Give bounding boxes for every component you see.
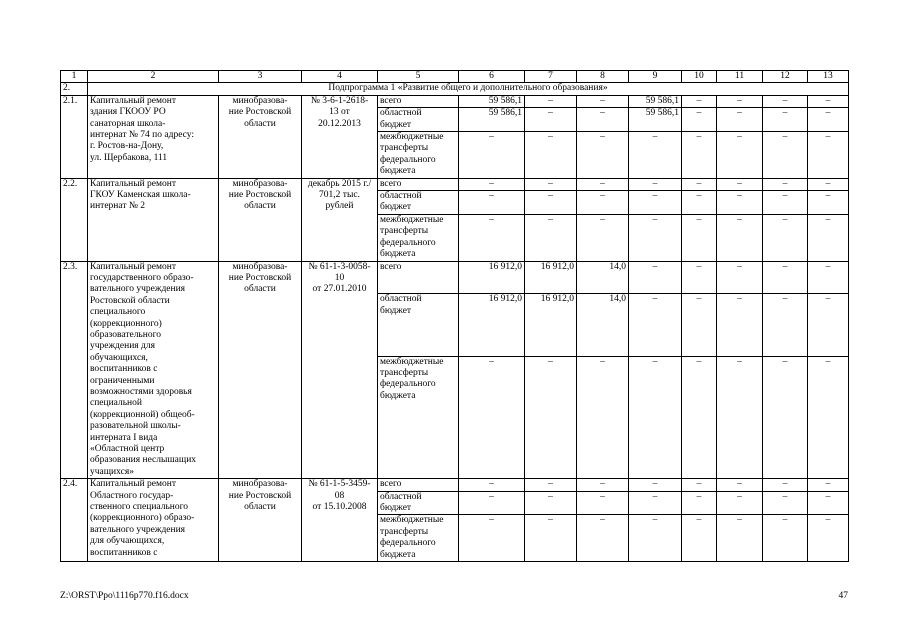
amount-cell: – bbox=[717, 132, 763, 179]
amount-cell: – bbox=[808, 294, 849, 357]
amount-cell: – bbox=[525, 178, 577, 190]
amount-cell: – bbox=[459, 479, 525, 491]
amount-cell: – bbox=[682, 294, 717, 357]
funding-source: всего bbox=[378, 479, 459, 491]
item-name: Капитальный ремонт Областного государ- ственного специального (коррекционного) образо- вательного учреждения для обучающихся, воспитанников с bbox=[88, 479, 219, 562]
column-number: 13 bbox=[808, 71, 849, 83]
amount-cell: – bbox=[808, 515, 849, 562]
item-number: 2.4. bbox=[61, 479, 88, 562]
table-row bbox=[61, 95, 849, 107]
section-number: 2. bbox=[61, 83, 88, 95]
funding-source: всего bbox=[378, 95, 459, 107]
document-reference: № 3-6-1-2618- 13 от 20.12.2013 bbox=[302, 95, 378, 178]
amount-cell: – bbox=[763, 491, 808, 515]
amount-cell: – bbox=[577, 515, 629, 562]
responsible-executor: минобразова- ние Ростовской области bbox=[219, 95, 302, 178]
item-name: Капитальный ремонт ГКОУ Каменская школа- интернат № 2 bbox=[88, 178, 219, 261]
amount-cell: 59 586,1 bbox=[459, 95, 525, 107]
amount-cell: – bbox=[459, 214, 525, 261]
amount-cell: – bbox=[459, 491, 525, 515]
amount-cell: 14,0 bbox=[577, 261, 629, 294]
amount-cell: – bbox=[629, 294, 682, 357]
amount-cell: – bbox=[763, 95, 808, 107]
amount-cell: – bbox=[629, 132, 682, 179]
document-reference: декабрь 2015 г./ 701,2 тыс. рублей bbox=[302, 178, 378, 261]
amount-cell: – bbox=[808, 191, 849, 215]
amount-cell: – bbox=[459, 178, 525, 190]
amount-cell: – bbox=[763, 108, 808, 132]
amount-cell: – bbox=[577, 491, 629, 515]
column-number: 7 bbox=[525, 71, 577, 83]
amount-cell: – bbox=[629, 356, 682, 479]
amount-cell: – bbox=[808, 214, 849, 261]
amount-cell: – bbox=[525, 515, 577, 562]
table-row bbox=[61, 479, 849, 491]
amount-cell: – bbox=[525, 108, 577, 132]
document-page bbox=[60, 70, 848, 562]
document-reference: № 61-1-3-0058- 10 от 27.01.2010 bbox=[302, 261, 378, 479]
table-row bbox=[61, 178, 849, 190]
funding-source: всего bbox=[378, 178, 459, 190]
amount-cell: – bbox=[629, 515, 682, 562]
amount-cell: – bbox=[717, 491, 763, 515]
amount-cell: – bbox=[682, 491, 717, 515]
item-name: Капитальный ремонт государственного образо- вательного учреждения Ростовской области специального (коррекционного) образовательного учреждения для обучающихся, воспитанников с ограниченными возможностями здоровья специальной (коррекционной) общеоб- разовательной школы- интерната I вида «Областной центр образования неслышащих учащихся» bbox=[88, 261, 219, 479]
amount-cell: – bbox=[763, 261, 808, 294]
funding-source: всего bbox=[378, 261, 459, 294]
amount-cell: 16 912,0 bbox=[525, 294, 577, 357]
responsible-executor: минобразова- ние Ростовской области bbox=[219, 479, 302, 562]
item-number: 2.3. bbox=[61, 261, 88, 479]
column-number: 2 bbox=[88, 71, 219, 83]
funding-source: областной бюджет bbox=[378, 294, 459, 357]
amount-cell: – bbox=[682, 95, 717, 107]
funding-source: областной бюджет bbox=[378, 108, 459, 132]
amount-cell: 16 912,0 bbox=[459, 261, 525, 294]
item-name: Капитальный ремонт здания ГКООУ РО санаторная школа- интернат № 74 по адресу: г. Ростов-на-Дону, ул. Щербакова, 111 bbox=[88, 95, 219, 178]
amount-cell: – bbox=[717, 356, 763, 479]
amount-cell: – bbox=[763, 479, 808, 491]
page-number: 47 bbox=[838, 591, 848, 601]
amount-cell: – bbox=[577, 191, 629, 215]
responsible-executor: минобразова- ние Ростовской области bbox=[219, 261, 302, 479]
amount-cell: – bbox=[717, 95, 763, 107]
amount-cell: – bbox=[459, 132, 525, 179]
column-number: 9 bbox=[629, 71, 682, 83]
amount-cell: – bbox=[763, 294, 808, 357]
column-number: 11 bbox=[717, 71, 763, 83]
amount-cell: – bbox=[808, 178, 849, 190]
amount-cell: – bbox=[682, 479, 717, 491]
column-number: 4 bbox=[302, 71, 378, 83]
item-number: 2.1. bbox=[61, 95, 88, 178]
column-number-row bbox=[61, 71, 849, 83]
amount-cell: – bbox=[763, 515, 808, 562]
amount-cell: – bbox=[682, 214, 717, 261]
amount-cell: 14,0 bbox=[577, 294, 629, 357]
item-number: 2.2. bbox=[61, 178, 88, 261]
amount-cell: – bbox=[459, 515, 525, 562]
amount-cell: – bbox=[717, 178, 763, 190]
amount-cell: – bbox=[808, 261, 849, 294]
amount-cell: – bbox=[525, 214, 577, 261]
amount-cell: – bbox=[459, 356, 525, 479]
amount-cell: – bbox=[525, 479, 577, 491]
amount-cell: – bbox=[717, 294, 763, 357]
amount-cell: – bbox=[577, 108, 629, 132]
amount-cell: 16 912,0 bbox=[525, 261, 577, 294]
amount-cell: – bbox=[682, 132, 717, 179]
amount-cell: – bbox=[629, 178, 682, 190]
funding-source: межбюджетные трансферты федерального бюджета bbox=[378, 515, 459, 562]
amount-cell: – bbox=[525, 132, 577, 179]
amount-cell: – bbox=[629, 479, 682, 491]
responsible-executor: минобразова- ние Ростовской области bbox=[219, 178, 302, 261]
amount-cell: – bbox=[808, 491, 849, 515]
funding-source: межбюджетные трансферты федерального бюджета bbox=[378, 356, 459, 479]
section-title: Подпрограмма 1 «Развитие общего и дополнительного образования» bbox=[88, 83, 849, 95]
amount-cell: 16 912,0 bbox=[459, 294, 525, 357]
amount-cell: – bbox=[577, 132, 629, 179]
amount-cell: 59 586,1 bbox=[629, 95, 682, 107]
budget-table bbox=[60, 70, 849, 562]
amount-cell: – bbox=[629, 214, 682, 261]
file-path: Z:\ORST\Ppo\1116p770.f16.docx bbox=[60, 591, 189, 601]
section-row bbox=[61, 83, 849, 95]
amount-cell: – bbox=[763, 132, 808, 179]
page-footer bbox=[60, 591, 848, 601]
amount-cell: – bbox=[717, 479, 763, 491]
amount-cell: – bbox=[577, 214, 629, 261]
amount-cell: – bbox=[629, 261, 682, 294]
amount-cell: – bbox=[525, 95, 577, 107]
amount-cell: – bbox=[717, 515, 763, 562]
amount-cell: 59 586,1 bbox=[459, 108, 525, 132]
amount-cell: – bbox=[808, 132, 849, 179]
amount-cell: – bbox=[577, 356, 629, 479]
amount-cell: – bbox=[808, 356, 849, 479]
amount-cell: – bbox=[525, 356, 577, 479]
amount-cell: – bbox=[763, 214, 808, 261]
column-number: 10 bbox=[682, 71, 717, 83]
column-number: 5 bbox=[378, 71, 459, 83]
amount-cell: – bbox=[629, 491, 682, 515]
amount-cell: – bbox=[682, 356, 717, 479]
amount-cell: – bbox=[682, 178, 717, 190]
table-row bbox=[61, 261, 849, 294]
amount-cell: – bbox=[577, 95, 629, 107]
amount-cell: – bbox=[717, 191, 763, 215]
amount-cell: – bbox=[763, 178, 808, 190]
funding-source: межбюджетные трансферты федерального бюджета bbox=[378, 132, 459, 179]
amount-cell: – bbox=[525, 191, 577, 215]
amount-cell: – bbox=[763, 191, 808, 215]
amount-cell: – bbox=[717, 214, 763, 261]
amount-cell: – bbox=[525, 491, 577, 515]
amount-cell: – bbox=[577, 479, 629, 491]
amount-cell: – bbox=[682, 191, 717, 215]
document-reference: № 61-1-5-3459- 08 от 15.10.2008 bbox=[302, 479, 378, 562]
amount-cell: – bbox=[682, 515, 717, 562]
amount-cell: – bbox=[717, 261, 763, 294]
amount-cell: 59 586,1 bbox=[629, 108, 682, 132]
amount-cell: – bbox=[717, 108, 763, 132]
funding-source: областной бюджет bbox=[378, 491, 459, 515]
amount-cell: – bbox=[763, 356, 808, 479]
amount-cell: – bbox=[682, 261, 717, 294]
amount-cell: – bbox=[808, 479, 849, 491]
amount-cell: – bbox=[459, 191, 525, 215]
amount-cell: – bbox=[808, 108, 849, 132]
column-number: 12 bbox=[763, 71, 808, 83]
column-number: 3 bbox=[219, 71, 302, 83]
column-number: 8 bbox=[577, 71, 629, 83]
amount-cell: – bbox=[808, 95, 849, 107]
amount-cell: – bbox=[629, 191, 682, 215]
column-number: 6 bbox=[459, 71, 525, 83]
amount-cell: – bbox=[577, 178, 629, 190]
column-number: 1 bbox=[61, 71, 88, 83]
amount-cell: – bbox=[682, 108, 717, 132]
funding-source: межбюджетные трансферты федерального бюджета bbox=[378, 214, 459, 261]
funding-source: областной бюджет bbox=[378, 191, 459, 215]
